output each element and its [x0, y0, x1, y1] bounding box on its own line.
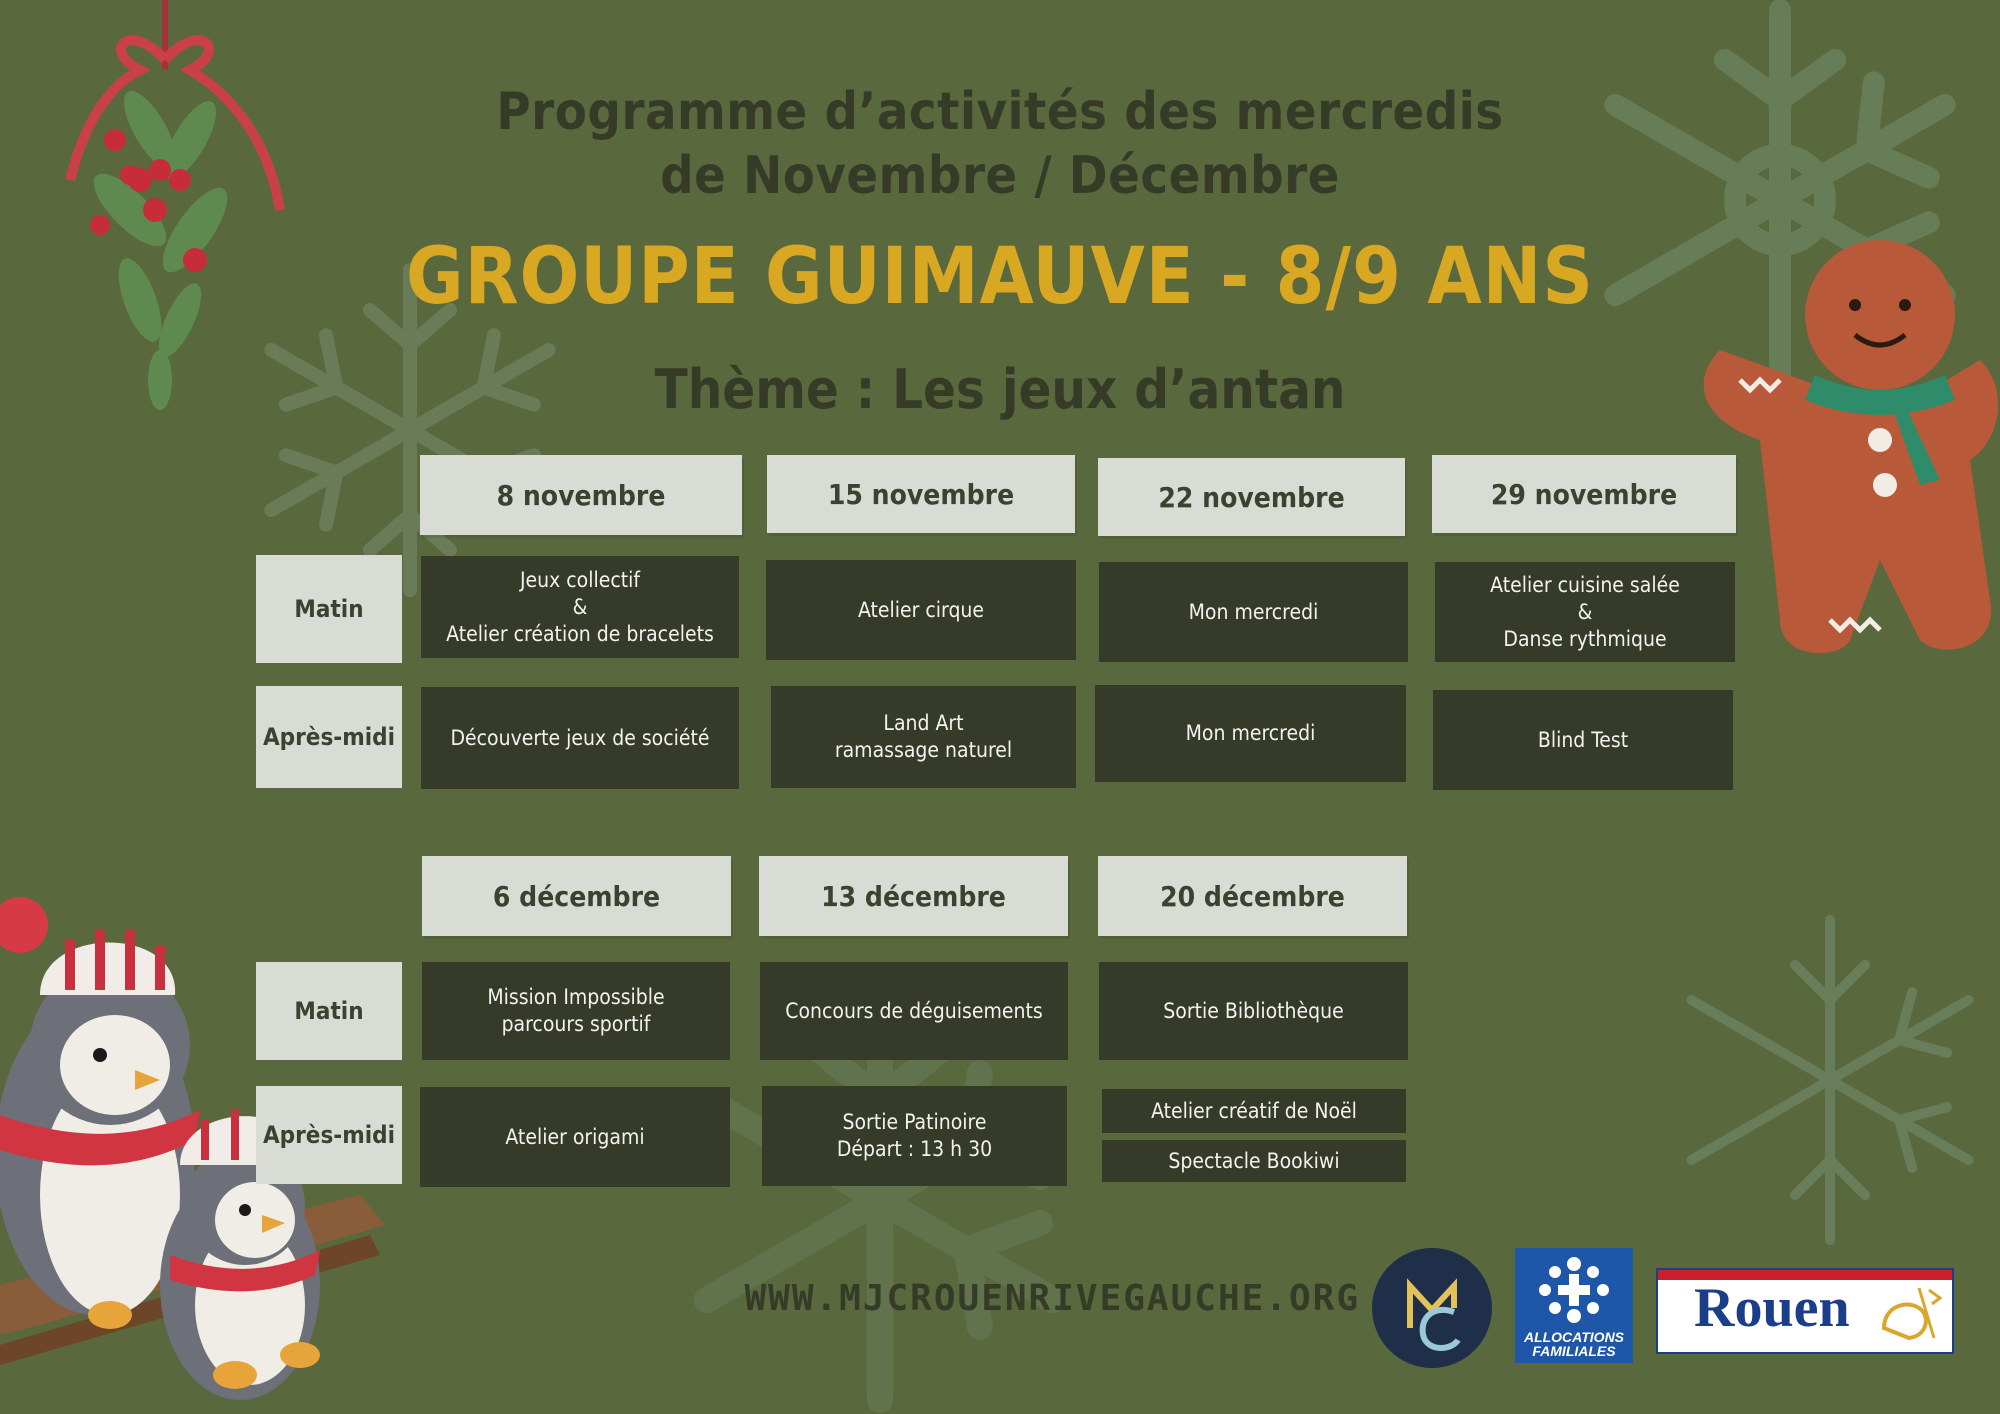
- row-label-morning: Matin: [256, 555, 402, 663]
- lamb-icon: [1874, 1278, 1944, 1348]
- caf-text-line1: ALLOCATIONS: [1523, 1329, 1625, 1345]
- page-title-line2: de Novembre / Décembre: [660, 146, 1340, 206]
- snowflake-icon: [620, 1000, 1140, 1414]
- row-label-afternoon: Après-midi: [256, 686, 402, 788]
- snowflake-icon: [1660, 900, 2000, 1260]
- website-url[interactable]: WWW.MJCROUENRIVEGAUCHE.ORG: [744, 1278, 1360, 1319]
- rouen-logo-text: Rouen: [1694, 1277, 1850, 1339]
- activity-cell: Atelier origami: [420, 1087, 730, 1187]
- group-title: GROUPE GUIMAUVE - 8/9 ANS: [406, 232, 1594, 322]
- activity-cell: Mission Impossible parcours sportif: [422, 962, 730, 1060]
- row-label-afternoon: Après-midi: [256, 1086, 402, 1184]
- date-header: 13 décembre: [759, 856, 1068, 936]
- mistletoe-icon: [40, 0, 290, 420]
- date-header: 20 décembre: [1098, 856, 1407, 936]
- activity-cell: Blind Test: [1433, 690, 1733, 790]
- activity-cell: Mon mercredi: [1099, 562, 1408, 662]
- activity-cell: Concours de déguisements: [760, 962, 1068, 1060]
- date-header: 29 novembre: [1432, 455, 1736, 533]
- date-header: 8 novembre: [420, 455, 742, 535]
- date-header: 22 novembre: [1098, 458, 1405, 536]
- caf-logo: [1515, 1248, 1633, 1363]
- mjc-logo-icon: [1372, 1248, 1492, 1368]
- mjc-logo: [1372, 1248, 1492, 1368]
- activity-cell: Atelier cuisine salée & Danse rythmique: [1435, 562, 1735, 662]
- activity-cell: Mon mercredi: [1095, 685, 1406, 782]
- caf-text-line2: FAMILIALES: [1532, 1343, 1616, 1359]
- activity-cell: Spectacle Bookiwi: [1102, 1140, 1406, 1182]
- activity-cell: Atelier créatif de Noël: [1102, 1089, 1406, 1133]
- activity-cell: Land Art ramassage naturel: [771, 686, 1076, 788]
- page-title-line1: Programme d’activités des mercredis: [496, 82, 1504, 142]
- activity-cell: Sortie Patinoire Départ : 13 h 30: [762, 1086, 1067, 1186]
- activity-cell: Atelier cirque: [766, 560, 1076, 660]
- activity-cell: Jeux collectif & Atelier création de bracelets: [421, 556, 739, 658]
- theme-title: Thème : Les jeux d’antan: [654, 358, 1346, 421]
- date-header: 6 décembre: [422, 856, 731, 936]
- caf-logo-icon: [1515, 1250, 1633, 1330]
- activity-cell: Sortie Bibliothèque: [1099, 962, 1408, 1060]
- date-header: 15 novembre: [767, 455, 1075, 533]
- row-label-morning: Matin: [256, 962, 402, 1060]
- activity-cell: Découverte jeux de société: [421, 687, 739, 789]
- rouen-logo: [1656, 1268, 1954, 1354]
